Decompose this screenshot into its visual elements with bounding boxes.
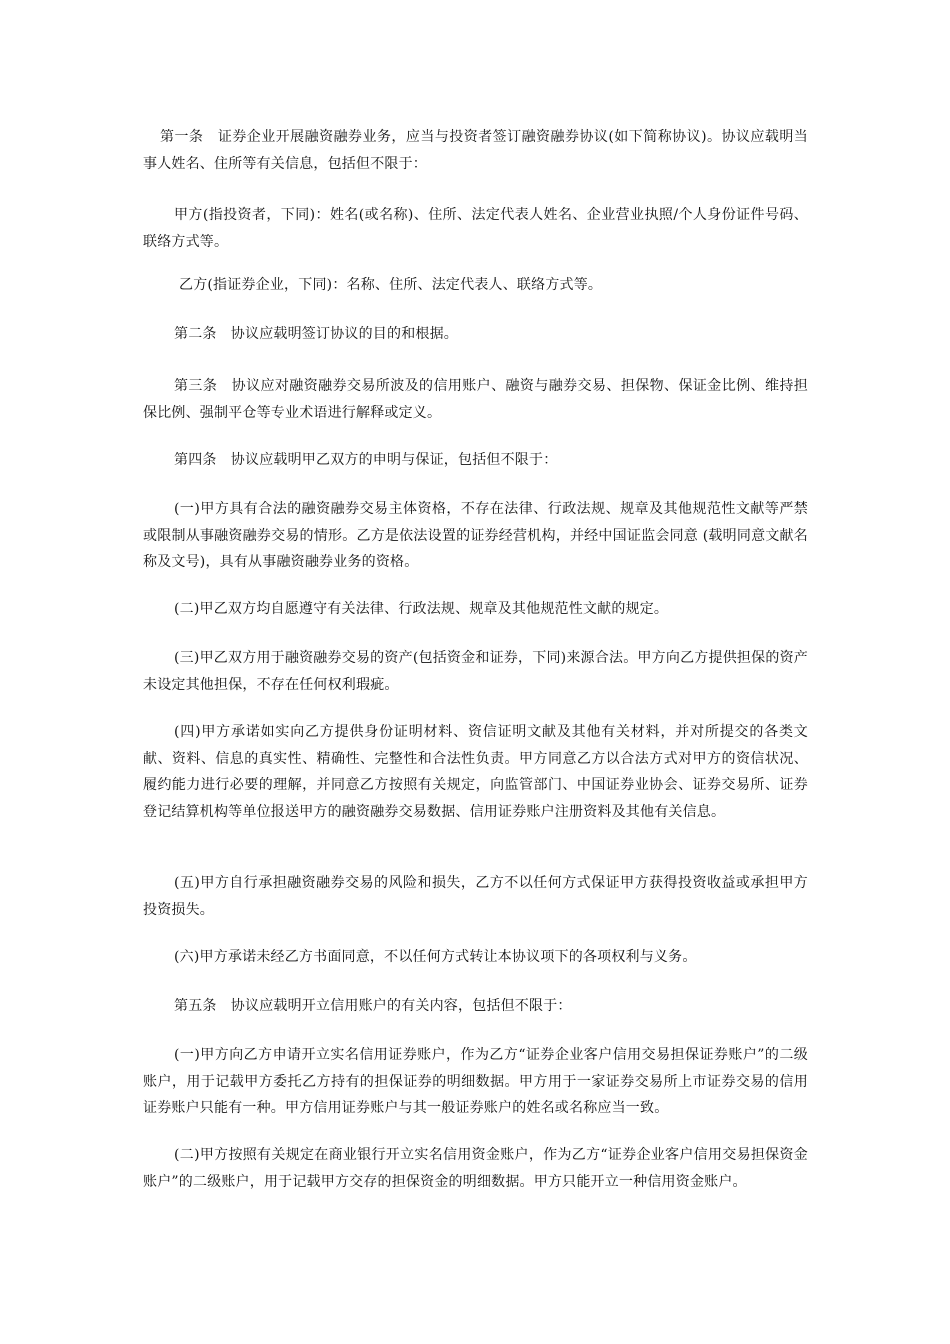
article-3-paragraph: 第三条 协议应对融资融券交易所波及的信用账户、融资与融券交易、担保物、保证金比例、维持担保比例、强制平仓等专业术语进行解释或定义。 [143, 378, 808, 421]
article-4-item-1: (一)甲方具有合法的融资融券交易主体资格，不存在法律、行政法规、规章及其他规范性文献等严禁或限制从事融资融券交易的情形。乙方是依法设置的证券经营机构，并经中国证监会同意 (载明同意文献名称及文号)，具有从事融资融券业务的资格。 [143, 501, 808, 570]
article-5-item-1: (一)甲方向乙方申请开立实名信用证券账户，作为乙方“证券企业客户信用交易担保证券账户”的二级账户，用于记载甲方委托乙方持有的担保证券的明细数据。甲方用于一家证券交易所上市证券交易的信用证券账户只能有一种。甲方信用证券账户与其一般证券账户的姓名或名称应当一致。 [143, 1047, 808, 1116]
article-1-paragraph: 第一条 证券企业开展融资融券业务，应当与投资者签订融资融券协议(如下简称协议)。协议应载明当事人姓名、住所等有关信息，包括但不限于： [143, 129, 808, 172]
article-5-item-2: (二)甲方按照有关规定在商业银行开立实名信用资金账户，作为乙方“证券企业客户信用交易担保资金账户”的二级账户，用于记载甲方交存的担保资金的明细数据。甲方只能开立一种信用资金账户。 [143, 1147, 808, 1190]
article-5-paragraph: 第五条 协议应载明开立信用账户的有关内容，包括但不限于： [174, 998, 572, 1014]
party-b-paragraph: 乙方(指证券企业，下同)：名称、住所、法定代表人、联络方式等。 [179, 277, 603, 293]
article-4-item-3: (三)甲乙双方用于融资融券交易的资产(包括资金和证券，下同)来源合法。甲方向乙方提供担保的资产未设定其他担保，不存在任何权利瑕疵。 [143, 650, 808, 693]
party-a-paragraph: 甲方(指投资者，下同)：姓名(或名称)、住所、法定代表人姓名、企业营业执照/个人身份证件号码、联络方式等。 [143, 207, 808, 250]
article-2-paragraph: 第二条 协议应载明签订协议的目的和根据。 [174, 326, 458, 342]
article-4-paragraph: 第四条 协议应载明甲乙双方的申明与保证，包括但不限于： [174, 452, 558, 468]
article-4-item-6: (六)甲方承诺未经乙方书面同意，不以任何方式转让本协议项下的各项权利与义务。 [174, 949, 697, 965]
article-4-item-2: (二)甲乙双方均自愿遵守有关法律、行政法规、规章及其他规范性文献的规定。 [174, 601, 669, 617]
article-4-item-5: (五)甲方自行承担融资融券交易的风险和损失，乙方不以任何方式保证甲方获得投资收益或承担甲方投资损失。 [143, 875, 808, 918]
article-4-item-4: (四)甲方承诺如实向乙方提供身份证明材料、资信证明文献及其他有关材料，并对所提交的各类文献、资料、信息的真实性、精确性、完整性和合法性负责。甲方同意乙方以合法方式对甲方的资信状况、履约能力进行必要的理解，并同意乙方按照有关规定，向监管部门、中国证券业协会、证券交易所、证券登记结算机构等单位报送甲方的融资融券交易数据、信用证券账户注册资料及其他有关信息。 [143, 724, 808, 820]
